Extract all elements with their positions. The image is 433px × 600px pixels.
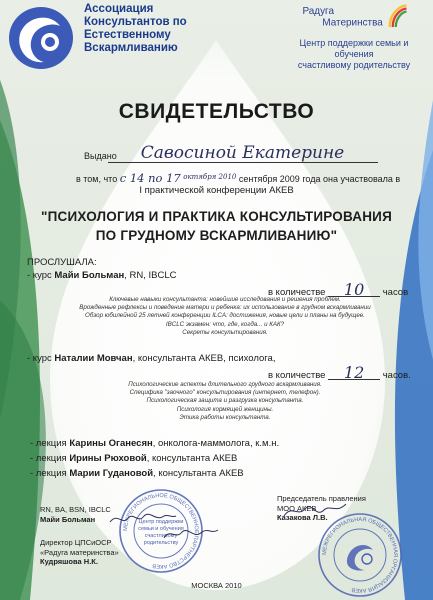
conference-title-line: ПО ГРУДНОМУ ВСКАРМЛИВАНИЮ" [95, 228, 338, 243]
signatory-bolman [40, 505, 111, 524]
raduga-brand-line2: Материнства [322, 17, 383, 29]
lecture-details: , консультанта АКЕВ [153, 468, 244, 479]
lecture-item [30, 453, 237, 464]
course-item [27, 353, 275, 364]
lecture-lecturer: Ирины Рюховой [69, 453, 147, 464]
course-details: , RN, IBCLC [124, 270, 177, 281]
handwritten-signature [280, 500, 350, 522]
handwritten-signature [160, 524, 220, 544]
association-name [84, 3, 214, 55]
hours-value: 10 [328, 283, 380, 297]
date-rest: сентября 2009 года она участвовала в [238, 174, 401, 184]
participation-dates [76, 171, 401, 185]
topic-line: Секреты консультирования. [182, 328, 268, 336]
lecture-prefix: - лекция [30, 468, 70, 479]
raduga-subtitle-line: счастливому родительству [297, 60, 411, 70]
lecture-lecturer: Карины Оганесян [69, 438, 153, 449]
stamp-center-line: семьи и обучения [138, 526, 184, 532]
lecture-details: , консультанта АКЕВ [146, 453, 238, 464]
raduga-subtitle [280, 38, 428, 71]
lecture-prefix: - лекция [30, 438, 70, 449]
course-lecturer: Наталии Мовчан [54, 353, 133, 364]
raduga-materinstva-logo [258, 4, 428, 30]
topic-line: Психологические аспекты длительного грудного вскармливания. [128, 381, 322, 388]
lecture-item [30, 468, 244, 479]
topic-line: Специфика "заочного" консультирования (интернет, телефон). [129, 389, 321, 397]
topic-line: Обзор юбилейной 25 летней конференции ILCA: достижения, новые цели и планы на будущее. [85, 312, 365, 320]
association-name-line: Естественному [84, 29, 171, 41]
certificate-title: СВИДЕТЕЛЬСТВО [118, 100, 315, 123]
lecture-lecturer: Марии Гудановой [69, 468, 154, 479]
date-from-handwritten: с 14 по 17 [119, 171, 181, 185]
raduga-brand-line1: Радуга [302, 5, 335, 17]
hours-unit: часов. [382, 370, 411, 381]
topic-line: Психологическая защита и разгрузка консультанта. [146, 397, 304, 405]
course-details: , консультанта АКЕВ, психолога, [132, 353, 276, 364]
hours-unit: часов [382, 287, 409, 298]
recipient-name: Савосиной Екатерине [140, 143, 345, 163]
date-prefix: в том, что [76, 174, 118, 184]
association-name-line: Ассоциация [84, 3, 154, 15]
date-month-handwritten: октября 2010 [183, 173, 237, 181]
association-name-line: Консультантов по [84, 16, 187, 28]
lecture-details: , онколога-маммолога, к.м.н. [152, 438, 280, 449]
topic-line: Ключевые навыки консультанта: новейшие исследования и решения проблем. [109, 296, 341, 303]
topic-line: IBCLC экзамен: что, где, когда... и КАК? [165, 320, 285, 328]
stamp-ring-text: МЕЖРЕГИОНАЛЬНАЯ ОБЩЕСТВЕННАЯ ОРГАНИЗАЦИЯ АКЕВ [321, 516, 399, 594]
signatory-director [40, 538, 119, 567]
association-name-line: Вскармливанию [84, 42, 178, 54]
stamp-center-line: родительству [143, 540, 179, 546]
signatory-title: Директор ЦПСиОСР [40, 538, 112, 547]
conference-title-line: "ПСИХОЛОГИЯ И ПРАКТИКА КОНСУЛЬТИРОВАНИЯ [41, 209, 392, 224]
conference-title [0, 207, 433, 245]
course-topics [60, 381, 390, 422]
signatory-title: МОО АКЕВ [277, 503, 317, 513]
topic-line: Этика работы консультанта. [179, 413, 271, 421]
signatory-name: Казакова Л.В. [277, 513, 328, 522]
conference-line: I практической конференции АКЕВ [139, 185, 294, 196]
signatory-name: Кудряшова Н.К. [40, 557, 98, 566]
city-year: МОСКВА 2010 [191, 581, 242, 590]
stamp-ring-text: МЕЖРЕГИОНАЛЬНОЕ ОБЩЕСТВЕННОЕ ПАРТНЕРСТВО АКЕВ [122, 492, 200, 570]
hours-label: в количестве [268, 287, 326, 298]
lecture-item [30, 438, 279, 449]
course-topics [60, 296, 390, 337]
course-lecturer: Майи Больман [54, 270, 125, 281]
course-prefix: - курс [27, 270, 55, 281]
signatory-name: Майи Больман [40, 514, 96, 524]
stamp-center-line: счастливому [144, 533, 178, 539]
stamp-center-line: Центр поддержки [138, 519, 184, 525]
course-item [27, 270, 176, 281]
raduga-subtitle-line: Центр поддержки семьи и обучения [299, 38, 409, 59]
topic-line: Врожденные рефлексы и поведение матери и ребенка: их использование в грудном вскармливании [79, 304, 371, 312]
listened-label: ПРОСЛУШАЛА: [27, 257, 97, 268]
topic-line: Психология кормящей женщины. [176, 405, 274, 413]
course-hours [268, 363, 411, 382]
hours-label: в количестве [268, 370, 326, 381]
association-logo-icon [6, 4, 76, 72]
issued-label: Выдано [84, 151, 117, 161]
signatory-title: «Радуга материнства» [40, 547, 119, 557]
recipient-underline [108, 162, 378, 163]
signatory-title: RN, BA, BSN, IBCLC [40, 505, 111, 514]
hours-value: 12 [328, 366, 380, 380]
signatory-title: Председатель правления [277, 494, 366, 503]
course-prefix: - курс [27, 353, 55, 364]
lecture-prefix: - лекция [30, 453, 70, 464]
